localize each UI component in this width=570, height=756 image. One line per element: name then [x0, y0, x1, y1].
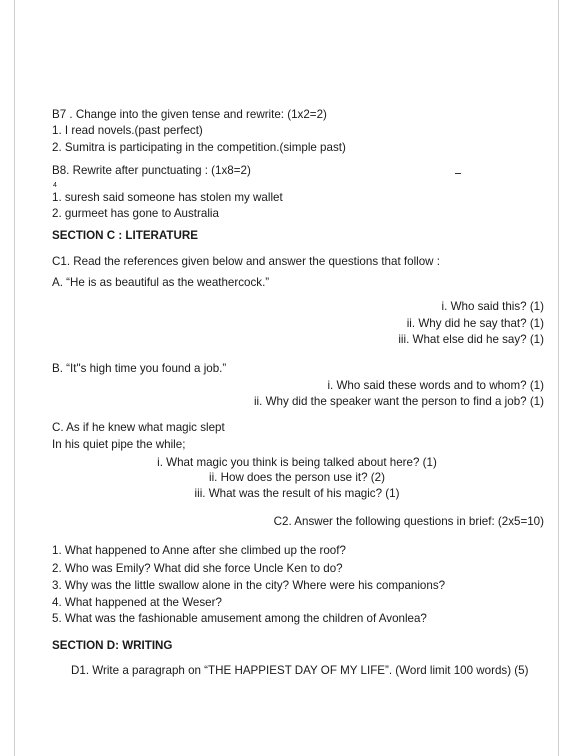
reference-c-question-2: ii. How does the person use it? (2) — [209, 471, 385, 484]
reference-a-question-1: i. Who said this? (1) — [441, 300, 544, 313]
reference-b-text: B. “It"s high time you found a job.” — [52, 362, 227, 375]
c2-question-2: 2. Who was Emily? What did she force Uncle Ken to do? — [52, 562, 343, 575]
reference-a-question-3: iii. What else did he say? (1) — [398, 333, 544, 346]
b7-question-1: 1. I read novels.(past perfect) — [52, 124, 203, 137]
section-d-title: SECTION D: WRITING — [52, 639, 173, 652]
c2-question-3: 3. Why was the little swallow alone in the city? Where were his companions? — [52, 579, 446, 592]
reference-b-question-1: i. Who said these words and to whom? (1) — [327, 379, 544, 392]
b8-question-1: 1. suresh said someone has stolen my wallet — [52, 191, 283, 204]
page-right-edge — [558, 0, 559, 756]
reference-c-line-2: In his quiet pipe the while; — [52, 438, 186, 451]
c2-question-1: 1. What happened to Anne after she climbed up the roof? — [52, 544, 346, 557]
stray-dash-mark — [455, 173, 461, 174]
b7-heading: B7 . Change into the given tense and rewrite: (1x2=2) — [52, 108, 327, 121]
c2-instruction: C2. Answer the following questions in brief: (2x5=10) — [273, 515, 544, 528]
c2-question-4: 4. What happened at the Weser? — [52, 596, 222, 609]
reference-b-question-2: ii. Why did the speaker want the person to find a job? (1) — [253, 395, 544, 408]
reference-a-question-2: ii. Why did he say that? (1) — [406, 317, 544, 330]
b8-heading: B8. Rewrite after punctuating : (1x8=2) — [52, 164, 251, 177]
reference-a-text: A. “He is as beautiful as the weathercock.” — [52, 276, 270, 289]
b8-question-2: 2. gurmeet has gone to Australia — [52, 207, 219, 220]
reference-c-line-1: C. As if he knew what magic slept — [52, 421, 225, 434]
section-c-title: SECTION C : LITERATURE — [52, 229, 198, 242]
page-left-edge — [14, 0, 15, 756]
d1-question: D1. Write a paragraph on “THE HAPPIEST DAY OF MY LIFE”. (Word limit 100 words) (5) — [71, 664, 529, 677]
reference-c-question-1: i. What magic you think is being talked about here? (1) — [157, 456, 437, 469]
b8-note-number: 4 — [53, 182, 57, 189]
reference-c-question-3: iii. What was the result of his magic? (1) — [194, 487, 400, 500]
c2-question-5: 5. What was the fashionable amusement among the children of Avonlea? — [52, 612, 427, 625]
b7-question-2: 2. Sumitra is participating in the competition.(simple past) — [52, 141, 346, 154]
c1-instruction: C1. Read the references given below and answer the questions that follow : — [52, 255, 440, 268]
